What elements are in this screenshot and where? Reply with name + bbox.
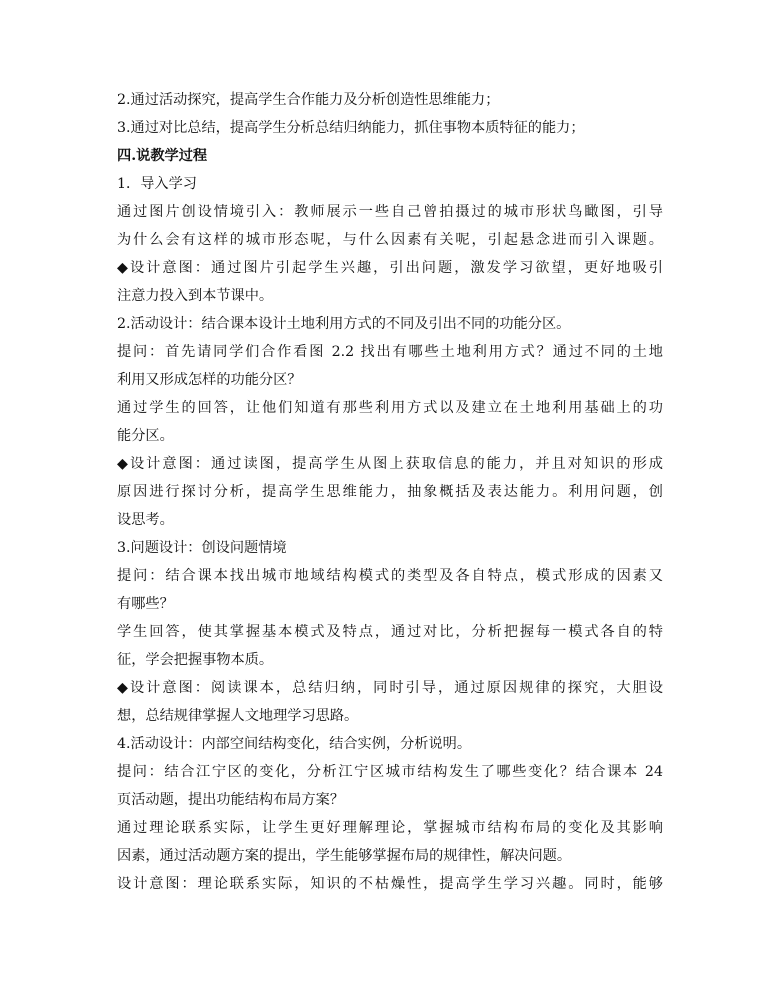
text-line: 注意力投入到本节课中。 [117,288,274,304]
text-line: 设计意图：理论联系实际，知识的不枯燥性，提高学生学习兴趣。同时，能够 [117,876,663,892]
text-line: 征，学会把握事物本质。 [117,652,274,668]
text-line: 通过理论联系实际，让学生更好理解理论，掌握城市结构布局的变化及其影响 [117,820,663,836]
text-line: 提问：结合课本找出城市地域结构模式的类型及各自特点，模式形成的因素又 [117,568,663,584]
text-line: ◆设计意图：通过读图，提高学生从图上获取信息的能力，并且对知识的形成 [117,456,663,472]
text-line: 通过学生的回答，让他们知道有那些利用方式以及建立在土地利用基础上的功 [117,400,663,416]
document-body [117,86,663,898]
text-line: 有哪些？ [117,596,174,612]
text-line: 想，总结规律掌握人文地理学习思路。 [117,708,359,724]
text-line: ◆设计意图：阅读课本，总结归纳，同时引导，通过原因规律的探究，大胆设 [117,680,663,696]
text-line: 设思考。 [117,512,174,528]
text-line: 通过图片创设情境引入：教师展示一些自己曾拍摄过的城市形状鸟瞰图，引导 [117,204,663,220]
text-line: 1．导入学习 [117,176,197,192]
text-line: ◆设计意图：通过图片引起学生兴趣，引出问题，激发学习欲望，更好地吸引 [117,260,663,276]
text-line: 能分区。 [117,428,174,444]
text-line: 为什么会有这样的城市形态呢，与什么因素有关呢，引起悬念进而引入课题。 [117,232,663,248]
text-line: 提问：首先请同学们合作看图 2.2 找出有哪些土地利用方式？通过不同的土地 [117,344,663,360]
text-line: 2.通过活动探究，提高学生合作能力及分析创造性思维能力； [117,92,500,108]
text-line: 原因进行探讨分析，提高学生思维能力，抽象概括及表达能力。利用问题，创 [117,484,663,500]
text-line: 利用又形成怎样的功能分区？ [117,372,302,388]
text-line: 页活动题，提出功能结构布局方案？ [117,792,345,808]
text-line: 2.活动设计：结合课本设计土地利用方式的不同及引出不同的功能分区。 [117,316,571,332]
section-heading: 四.说教学过程 [117,148,208,164]
text-line: 因素，通过活动题方案的提出，学生能够掌握布局的规律性，解决问题。 [117,848,572,864]
text-line: 3.通过对比总结，提高学生分析总结归纳能力，抓住事物本质特征的能力； [117,120,585,136]
text-line: 4.活动设计：内部空间结构变化，结合实例，分析说明。 [117,736,472,752]
text-line: 提问：结合江宁区的变化，分析江宁区城市结构发生了哪些变化？结合课本 24 [117,764,663,780]
text-line: 3.问题设计：创设问题情境 [117,540,287,556]
text-line: 学生回答，使其掌握基本模式及特点，通过对比，分析把握每一模式各自的特 [117,624,663,640]
